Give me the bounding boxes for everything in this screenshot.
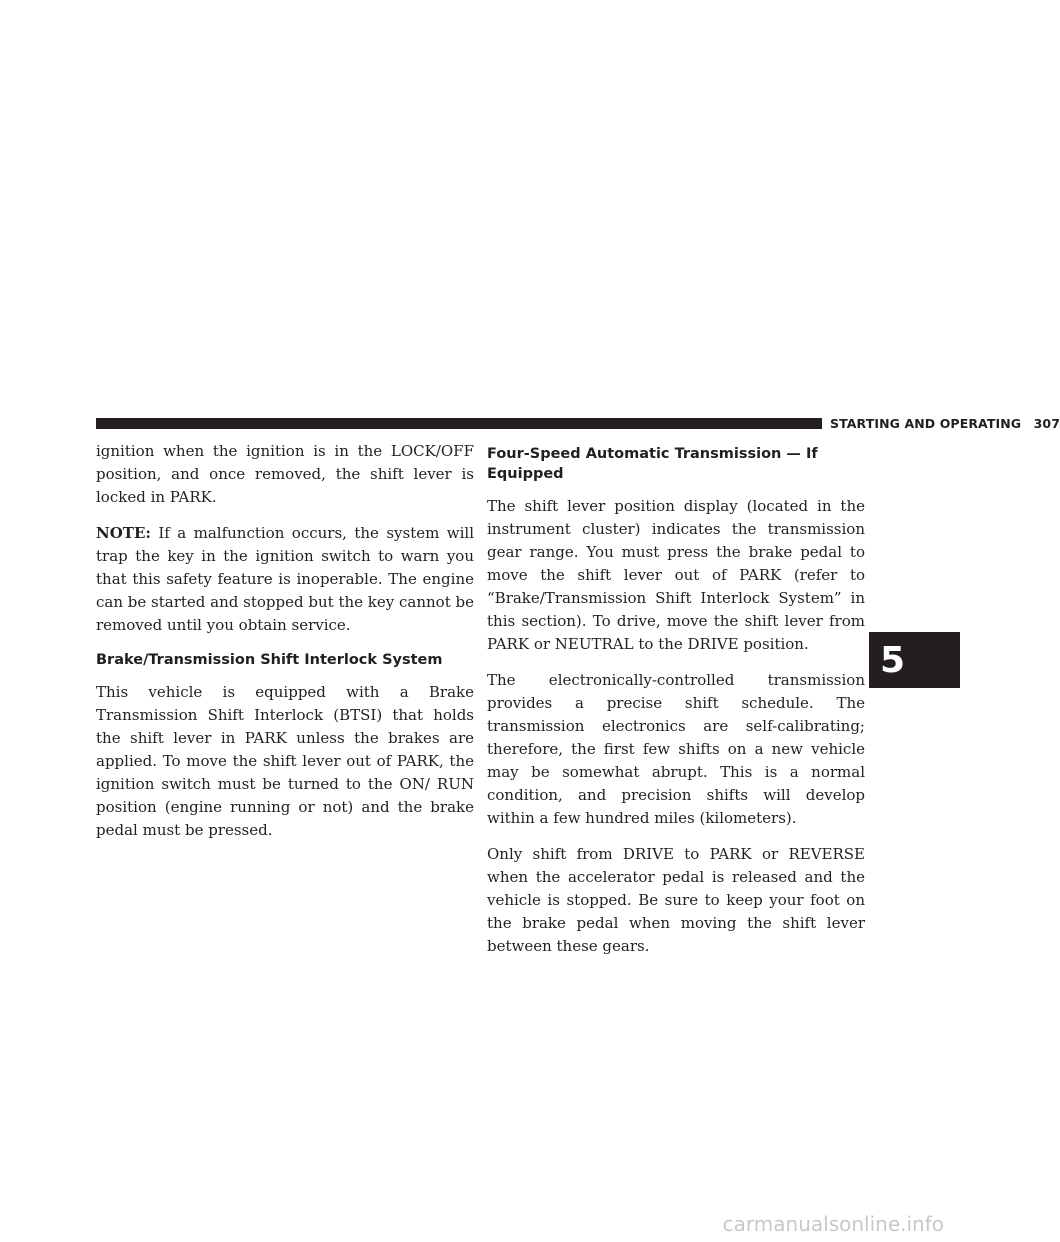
paragraph: Only shift from DRIVE to PARK or REVERSE when the accelerator pedal is released and the vehicle is stopped. Be sure to keep your foot on the brake pedal when moving the shift lever between these gears. xyxy=(487,845,865,955)
paragraph: The electronically-controlled transmission provides a precise shift schedule. The transmission electronics are self-calibrating; therefore, the first few shifts on a new vehicle may be somewhat abrupt. This is a normal condition, and precision shifts will develop within a few hundred miles (kilometers). xyxy=(487,671,865,827)
paragraph: The shift lever position display (located in the instrument cluster) indicates the transmission gear range. You must press the brake pedal to move the shift lever out of PARK (refer to “Brake/Transmission Shift Interlock System” in this section). To drive, move the shift lever from PARK or NEUTRAL to the DRIVE position. xyxy=(487,497,865,653)
note-text: If a malfunction occurs, the system will trap the key in the ignition switch to warn you that this safety feature is inoperable. The engine can be started and stopped but the key cannot be removed until you obtain service. xyxy=(96,524,474,634)
running-header xyxy=(830,417,1060,431)
section-heading: Four-Speed Automatic Transmission — If Equipped xyxy=(487,446,818,482)
note-paragraph xyxy=(96,522,474,637)
chapter-tab: 5 xyxy=(869,632,960,688)
section-title: STARTING AND OPERATING xyxy=(830,416,1022,431)
right-column xyxy=(487,440,865,971)
left-column xyxy=(96,440,474,855)
page-number: 307 xyxy=(1033,416,1060,431)
header-rule xyxy=(96,418,822,429)
watermark: carmanualsonline.info xyxy=(722,1212,944,1236)
paragraph: ignition when the ignition is in the LOCK/OFF position, and once removed, the shift lever is locked in PARK. xyxy=(96,442,474,506)
paragraph: This vehicle is equipped with a Brake Transmission Shift Interlock (BTSI) that holds the shift lever in PARK unless the brakes are applied. To move the shift lever out of PARK, the ignition switch must be turned to the ON/ RUN position (engine running or not) and the brake pedal must be pressed. xyxy=(96,683,474,839)
section-heading: Brake/Transmission Shift Interlock System xyxy=(96,652,443,668)
note-label: NOTE: xyxy=(96,524,151,542)
